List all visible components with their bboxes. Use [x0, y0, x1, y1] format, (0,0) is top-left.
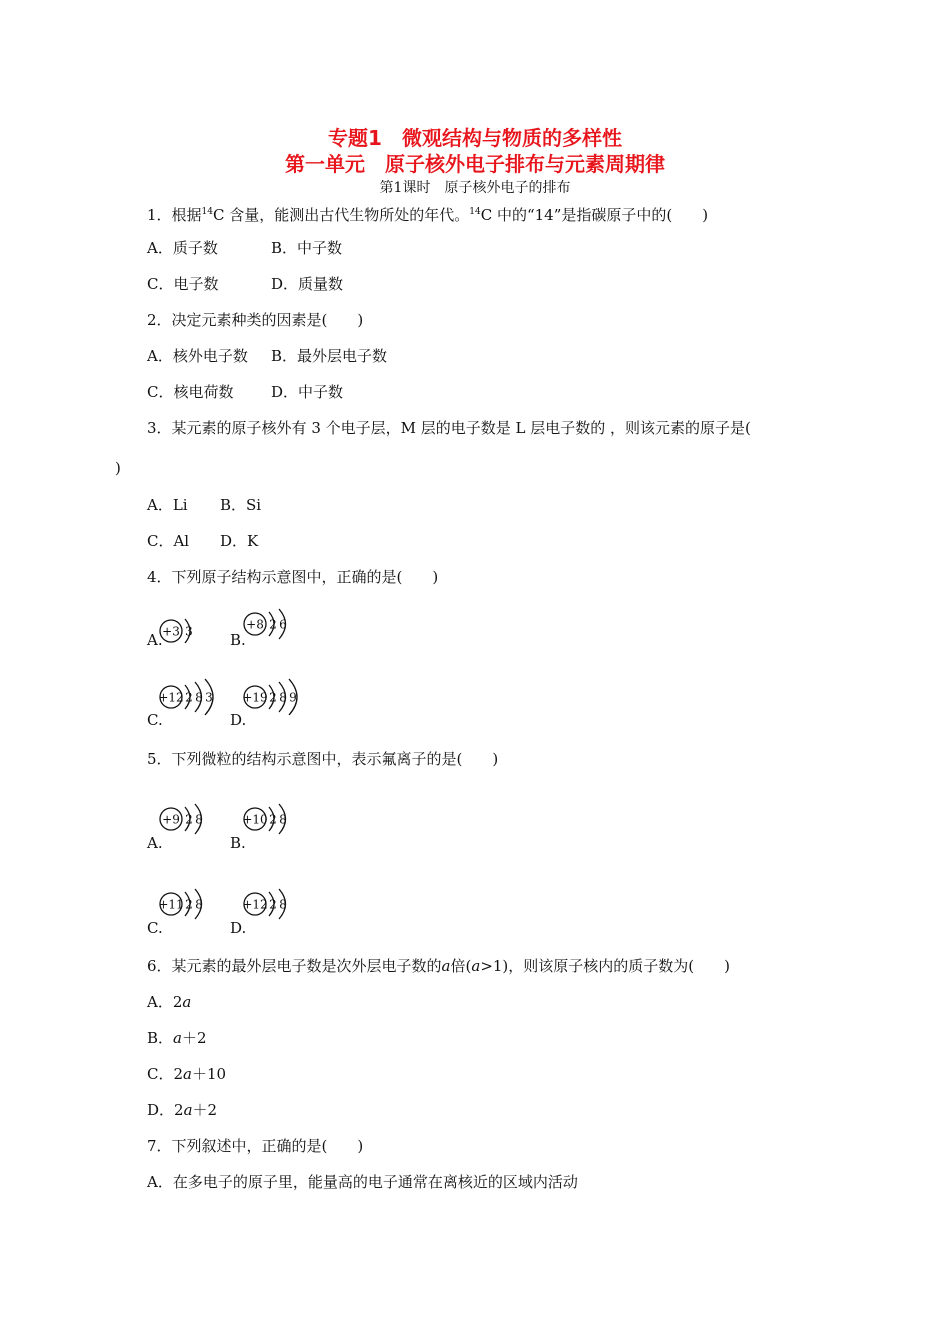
atom-diagram-q5-b: [242, 793, 312, 845]
question-4-option-b[interactable]: B.: [230, 631, 246, 649]
question-4-option-d[interactable]: D.: [230, 711, 247, 729]
nucleus-charge: +19: [242, 690, 268, 705]
shell-electron-count: 3: [205, 690, 213, 705]
question-2-option-b[interactable]: B．最外层电子数: [271, 347, 388, 365]
shell-electron-count: 2: [185, 812, 193, 827]
question-4-option-a[interactable]: A.: [147, 631, 163, 649]
question-6-option-a[interactable]: A．2a: [147, 993, 192, 1011]
question-3-option-a[interactable]: A．Li: [147, 496, 188, 514]
question-1-option-b[interactable]: B．中子数: [271, 239, 343, 257]
question-2-option-c[interactable]: C．核电荷数: [147, 383, 234, 401]
question-1-option-d[interactable]: D．质量数: [271, 275, 344, 293]
question-6-option-b[interactable]: B．a＋2: [147, 1029, 207, 1047]
question-3-stem: 3．某元素的原子核外有 3 个电子层，M 层的电子数是 L 层电子数的 ，则该元素的原子是(: [147, 419, 751, 437]
lesson-title: 第1课时 原子核外电子的排布: [379, 180, 571, 196]
shell-electron-count: 3: [185, 624, 193, 639]
shell-electron-count: 8: [279, 690, 287, 705]
shell-electron-count: 2: [185, 690, 193, 705]
shell-electron-count: 8: [195, 690, 203, 705]
question-3-stem-continued: ): [115, 459, 121, 477]
question-4-option-c[interactable]: C.: [147, 711, 163, 729]
question-4-stem: 4．下列原子结构示意图中，正确的是( ): [147, 568, 439, 586]
question-1-option-c[interactable]: C．电子数: [147, 275, 219, 293]
question-5-option-a[interactable]: A.: [147, 834, 163, 852]
question-6-option-c[interactable]: C．2a＋10: [147, 1065, 227, 1083]
question-3-option-b[interactable]: B．Si: [220, 496, 262, 514]
nucleus-charge: +9: [162, 812, 180, 827]
question-3-option-c[interactable]: C．Al: [147, 532, 190, 550]
question-2-option-a[interactable]: A．核外电子数: [147, 347, 248, 365]
question-5-stem: 5．下列微粒的结构示意图中，表示氟离子的是( ): [147, 750, 499, 768]
nucleus-charge: +10: [242, 812, 268, 827]
question-3-option-d[interactable]: D．K: [220, 532, 259, 550]
shell-electron-count: 9: [289, 690, 297, 705]
question-5-option-d[interactable]: D.: [230, 919, 247, 937]
atom-diagram-q5-c: [158, 878, 228, 930]
shell-electron-count: 2: [269, 690, 277, 705]
shell-electron-count: 8: [279, 897, 287, 912]
shell-electron-count: 8: [279, 812, 287, 827]
shell-electron-count: 2: [269, 812, 277, 827]
question-5-option-c[interactable]: C.: [147, 919, 163, 937]
atom-diagram-q5-d: [242, 878, 312, 930]
nucleus-charge: +12: [158, 690, 184, 705]
nucleus-charge: +8: [246, 617, 264, 632]
atom-diagram-q4-d: [242, 673, 312, 721]
page-title: 专题1 微观结构与物质的多样性: [328, 126, 622, 150]
shell-electron-count: 8: [195, 812, 203, 827]
atom-diagram-q4-b: [242, 603, 302, 645]
question-7-stem: 7．下列叙述中，正确的是( ): [147, 1137, 364, 1155]
nucleus-charge: +3: [162, 624, 180, 639]
question-6-option-d[interactable]: D．2a＋2: [147, 1101, 218, 1119]
nucleus-charge: +12: [242, 897, 268, 912]
question-7-option-a[interactable]: A．在多电子的原子里，能量高的电子通常在离核近的区域内活动: [147, 1173, 578, 1191]
atom-diagram-q4-c: [158, 673, 228, 721]
shell-electron-count: 8: [195, 897, 203, 912]
question-5-option-b[interactable]: B.: [230, 834, 246, 852]
question-2-option-d[interactable]: D．中子数: [271, 383, 344, 401]
shell-electron-count: 6: [279, 617, 287, 632]
question-6-stem: 6．某元素的最外层电子数是次外层电子数的a倍(a>1)，则该原子核内的质子数为( ): [147, 957, 730, 975]
question-1-stem: 1．根据$^{14}$C 含量，能测出古代生物所处的年代。$^{14}$C 中的“14”是指碳原子中的( ): [147, 206, 709, 224]
shell-electron-count: 2: [269, 897, 277, 912]
question-2-stem: 2．决定元素种类的因素是( ): [147, 311, 364, 329]
shell-electron-count: 2: [185, 897, 193, 912]
atom-diagram-q4-a: [158, 610, 218, 652]
atom-diagram-q5-a: [158, 793, 228, 845]
question-1-option-a[interactable]: A．质子数: [147, 239, 218, 257]
unit-title: 第一单元 原子核外电子排布与元素周期律: [285, 152, 665, 176]
nucleus-charge: +11: [158, 897, 184, 912]
shell-electron-count: 2: [269, 617, 277, 632]
